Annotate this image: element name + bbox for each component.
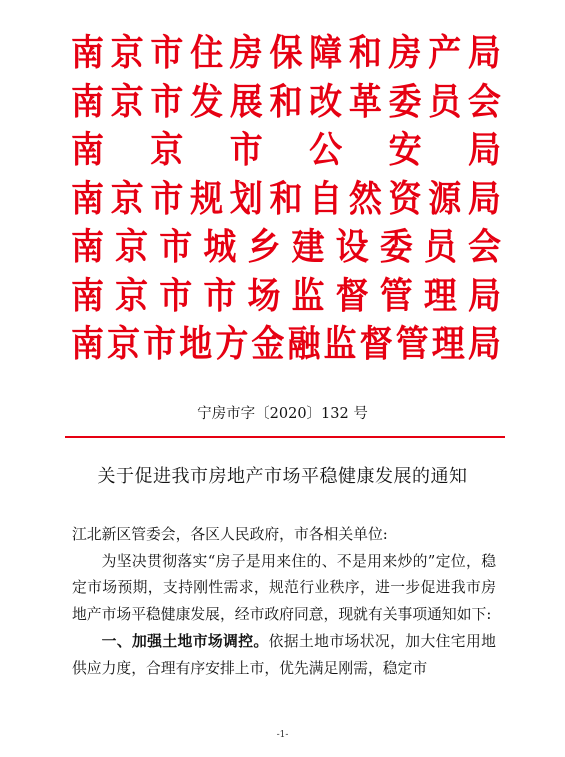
issuer-character: 京 [110,30,144,74]
issuer-character: 划 [229,176,263,220]
issuer-character: 南 [71,224,104,268]
issuer-character: 市 [143,321,177,365]
issuer-character: 市 [229,127,263,171]
issuer-line [71,221,501,274]
document-title: 关于促进我市房地产市场平稳健康发展的通知 [97,466,468,487]
salutation: 江北新区管委会，各区人民政府，市各相关单位: [72,526,388,543]
issuer-character: 障 [309,30,343,74]
issuer-character: 员 [423,224,457,268]
issuer-character: 局 [467,176,501,220]
issuer-character: 会 [467,224,501,268]
issuer-character: 和 [348,30,382,74]
issuer-character: 发 [190,79,224,123]
issuer-character: 委 [388,79,422,123]
issuer-character: 自 [309,176,343,220]
issuer-character: 京 [115,273,149,317]
issuer-character: 管 [379,273,413,317]
issuer-line [71,269,501,322]
issuer-character: 京 [110,176,144,220]
issuer-character: 房 [388,30,422,74]
issuer-character: 市 [159,273,193,317]
issuer-line [71,318,501,371]
issuer-character: 改 [309,79,343,123]
section-1-text: 依据土地市场状况，加大住宅用地供应力度，合理有序安排上市，优先满足刚需，稳定市 [72,632,496,677]
issuer-character: 建 [291,224,325,268]
issuer-character: 革 [348,79,382,123]
issuer-character: 和 [269,176,303,220]
issuer-line [71,172,501,225]
issuer-character: 然 [348,176,382,220]
issuer-character: 京 [115,224,149,268]
issuer-character: 南 [71,273,104,317]
issuer-character: 监 [291,273,325,317]
issuer-block [71,29,501,369]
issuer-character: 南 [71,79,104,123]
issuer-character: 市 [150,176,184,220]
document-body [72,522,496,682]
intro-paragraph: 为坚决贯彻落实“房子是用来住的、不是用来炒的”定位，稳定市场预期，支持刚性需求，规范行业秩序，进一步促进我市房地产市场平稳健康发展，经市政府同意，现就有关事项通知如下: [72,552,496,624]
document-number: 宁房市字〔2020〕132 号 [197,406,368,422]
issuer-character: 市 [159,224,193,268]
section-1-paragraph [72,629,496,682]
issuer-character: 设 [335,224,369,268]
issuer-character: 管 [395,321,429,365]
issuer-character: 市 [203,273,237,317]
issuer-character: 京 [150,127,184,171]
issuer-character: 京 [110,79,144,123]
issuer-character: 京 [107,321,141,365]
issuer-character: 产 [428,30,462,74]
issuer-character: 融 [287,321,321,365]
issuer-character: 市 [150,30,184,74]
issuer-character: 资 [388,176,422,220]
issuer-character: 南 [71,176,104,220]
issuer-character: 金 [251,321,285,365]
issuer-character: 乡 [247,224,281,268]
issuer-character: 局 [467,273,501,317]
issuer-character: 城 [203,224,237,268]
issuer-character: 住 [190,30,224,74]
issuer-character: 房 [229,30,263,74]
issuer-character: 保 [269,30,303,74]
issuer-line [71,124,501,177]
issuer-character: 局 [467,127,501,171]
issuer-character: 督 [359,321,393,365]
issuer-character: 南 [71,30,104,74]
issuer-character: 会 [467,79,501,123]
issuer-character: 和 [269,79,303,123]
issuer-character: 市 [150,79,184,123]
red-divider-line [65,436,505,438]
issuer-character: 理 [431,321,465,365]
issuer-character: 南 [71,127,104,171]
issuer-character: 员 [428,79,462,123]
issuer-character: 局 [467,30,501,74]
issuer-character: 局 [467,321,501,365]
issuer-line [71,75,501,128]
issuer-character: 委 [379,224,413,268]
issuer-character: 督 [335,273,369,317]
issuer-character: 安 [388,127,422,171]
page-number: -1- [276,730,289,740]
issuer-character: 源 [428,176,462,220]
issuer-character: 展 [229,79,263,123]
issuer-character: 公 [309,127,343,171]
issuer-line [71,27,501,80]
issuer-character: 理 [423,273,457,317]
issuer-character: 规 [190,176,224,220]
section-1-heading: 一、加强土地市场调控。 [101,632,269,650]
issuer-character: 南 [71,321,104,365]
issuer-character: 地 [179,321,213,365]
issuer-character: 监 [323,321,357,365]
issuer-character: 方 [215,321,249,365]
issuer-character: 场 [247,273,281,317]
